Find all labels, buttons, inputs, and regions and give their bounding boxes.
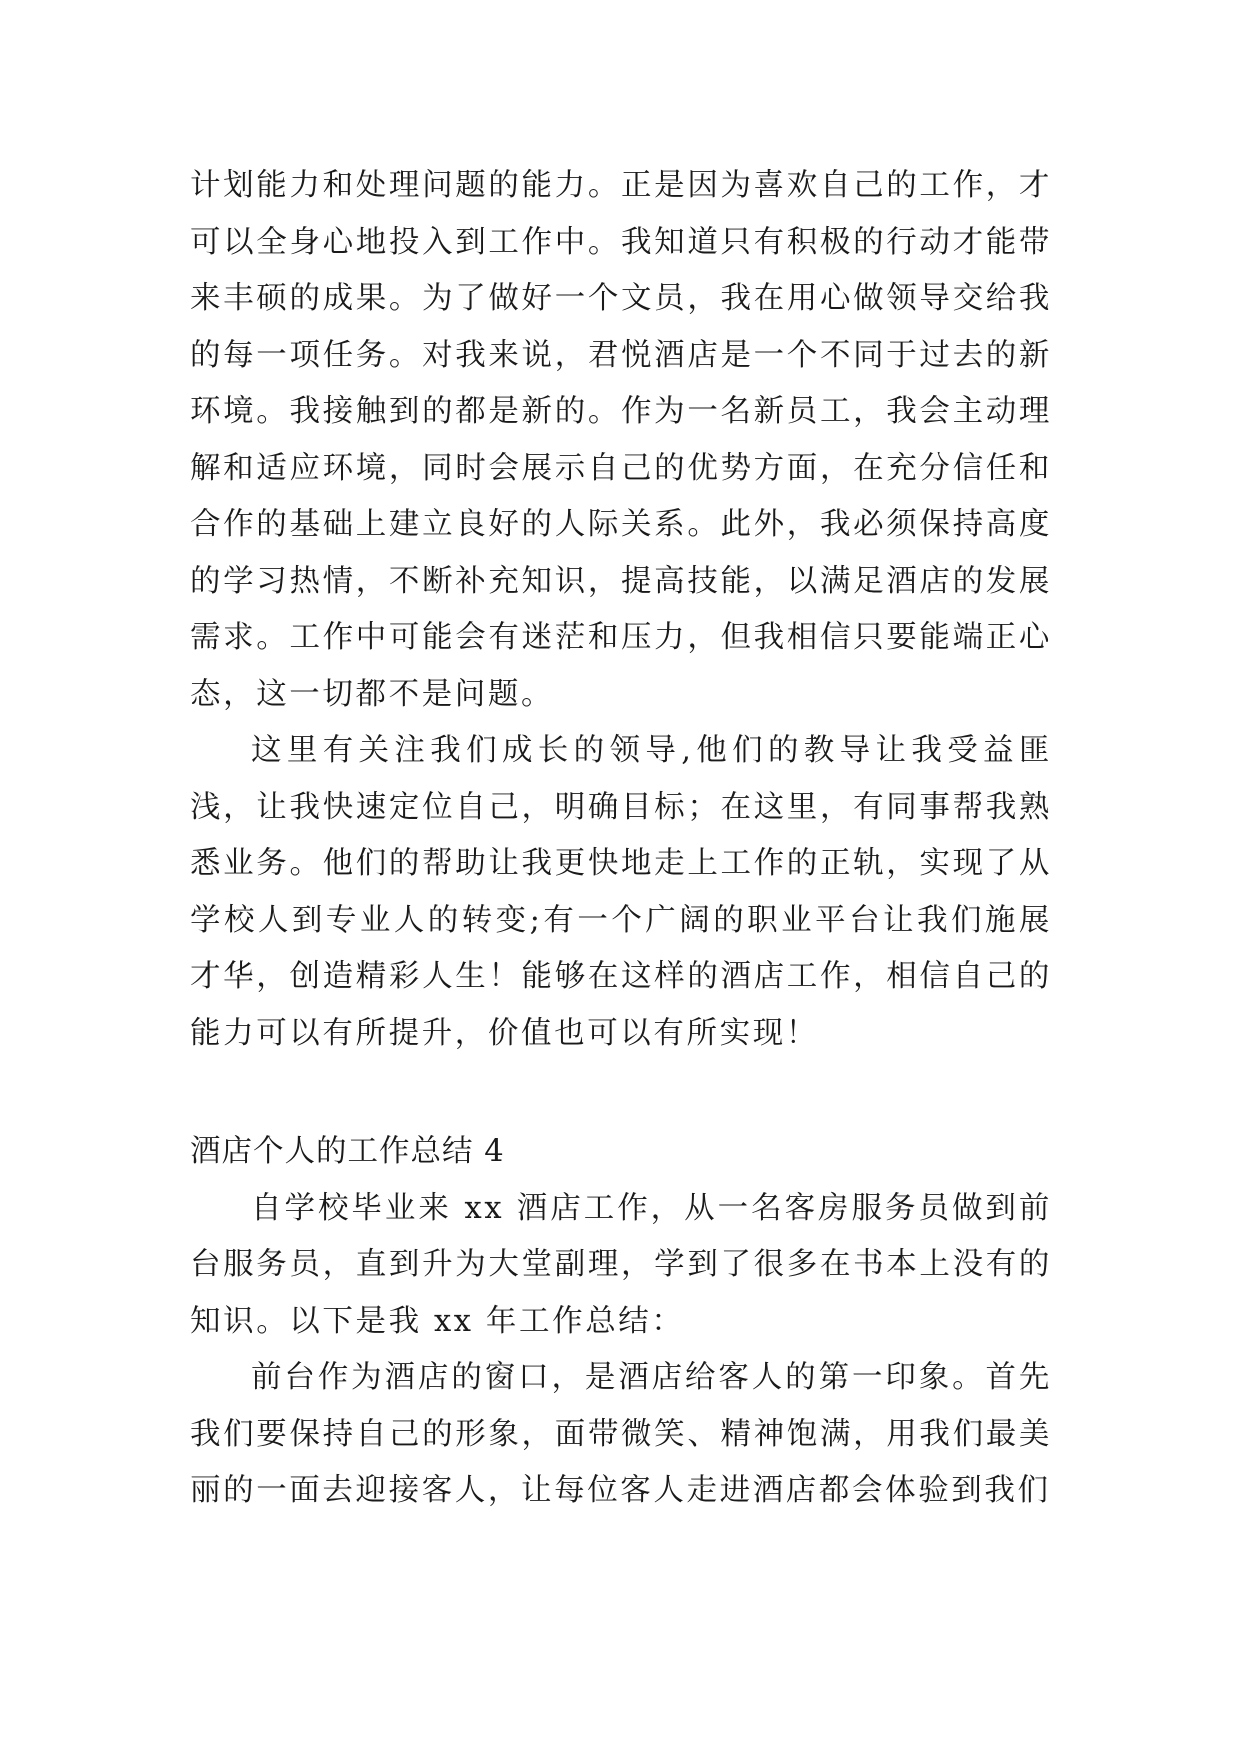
- paragraph-planning-ability: 计划能力和处理问题的能力。正是因为喜欢自己的工作，才可以全身心地投入到工作中。我知道只有积极的行动才能带来丰硕的成果。为了做好一个文员，我在用心做领导交给我的每一项任务。对我来说，君悦酒店是一个不同于过去的新环境。我接触到的都是新的。作为一名新员工，我会主动理解和适应环境，同时会展示自己的优势方面，在充分信任和合作的基础上建立良好的人际关系。此外，我必须保持高度的学习热情，不断补充知识，提高技能，以满足酒店的发展需求。工作中可能会有迷茫和压力，但我相信只要能端正心态，这一切都不是问题。: [190, 168, 1052, 712]
- paragraph-career-history: 自学校毕业来 xx 酒店工作，从一名客房服务员做到前台服务员，直到升为大堂副理，学到了很多在书本上没有的知识。以下是我 xx 年工作总结：: [190, 1190, 1052, 1339]
- document-body: [190, 158, 1052, 1520]
- paragraph-leaders-and-colleagues: 这里有关注我们成长的领导,他们的教导让我受益匪浅，让我快速定位自己，明确目标；在这里，有同事帮我熟悉业务。他们的帮助让我更快地走上工作的正轨，实现了从学校人到专业人的转变;有一个广阔的职业平台让我们施展才华，创造精彩人生！能够在这样的酒店工作，相信自己的能力可以有所提升，价值也可以有所实现！: [190, 733, 1052, 1051]
- paragraph-front-desk: 前台作为酒店的窗口，是酒店给客人的第一印象。首先我们要保持自己的形象，面带微笑、精神饱满，用我们最美丽的一面去迎接客人，让每位客人走进酒店都会体验到我们: [190, 1360, 1052, 1508]
- section-heading: 酒店个人的工作总结 4: [190, 1134, 505, 1169]
